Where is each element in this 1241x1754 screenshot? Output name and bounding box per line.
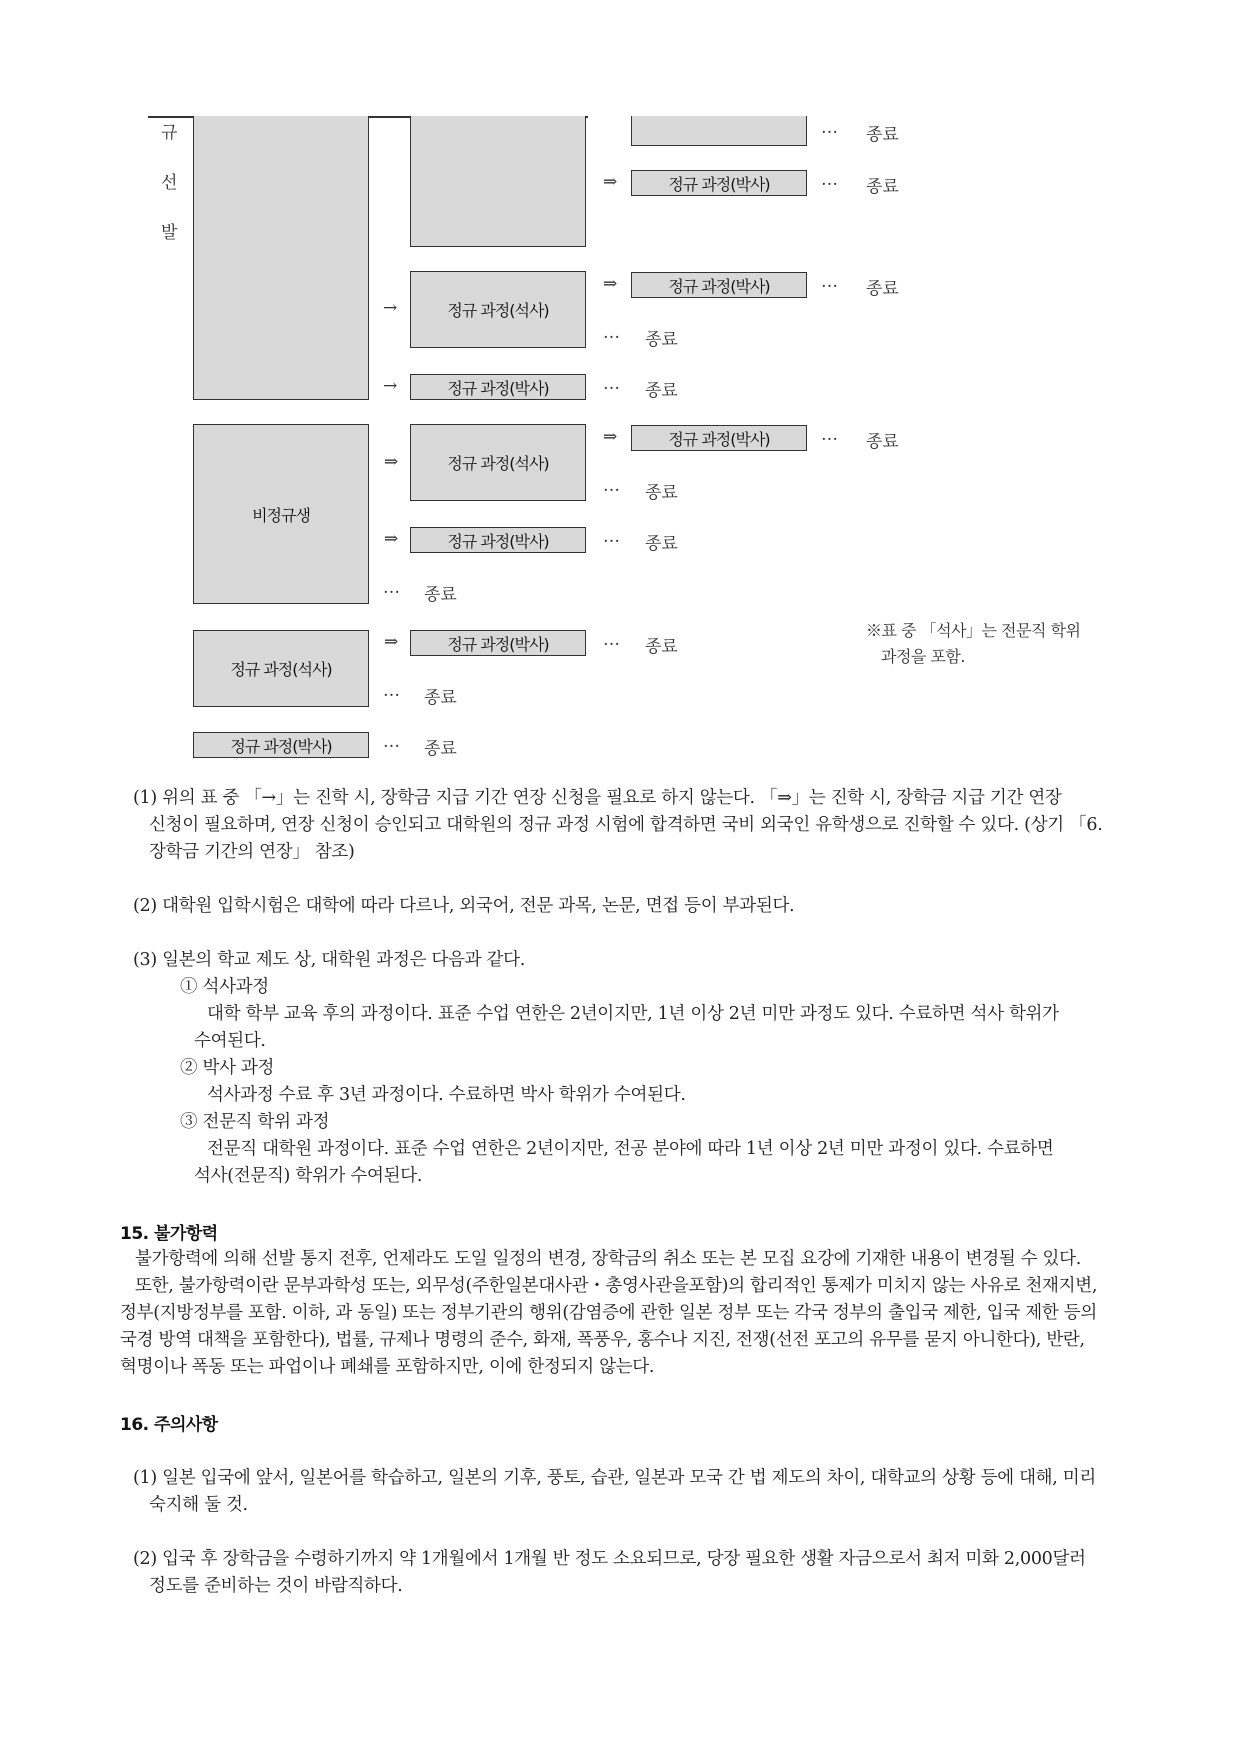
- note-1: (1) 위의 표 중 「→」는 진학 시, 장학금 지급 기간 연장 신청을 필요로 하지 않는다. 「⇒」는 진학 시, 장학금 지급 기간 연장: [133, 788, 1062, 808]
- ellipsis: …: [383, 578, 400, 598]
- double-arrow: ⇒: [603, 172, 618, 192]
- note-3-item-title: ③ 전문직 학위 과정: [180, 1112, 330, 1132]
- double-arrow: ⇒: [384, 529, 399, 549]
- note-2: (2) 대학원 입학시험은 대학에 따라 다르나, 외국어, 전문 과목, 논문, 면접 등이 부과된다.: [133, 896, 795, 916]
- end-label: 종료: [424, 739, 457, 759]
- end-label: 종료: [645, 381, 678, 401]
- plain-arrow: →: [383, 298, 398, 318]
- section-15-text: 국경 방역 대책을 포함한다), 법률, 규제나 명령의 준수, 화재, 폭풍우, 홍수나 지진, 전쟁(선전 포고의 유무를 묻지 아니한다), 반란,: [120, 1330, 1085, 1350]
- note-3-item-text: 석사(전문직) 학위가 수여된다.: [194, 1166, 423, 1186]
- end-label: 종료: [424, 585, 457, 605]
- ellipsis: …: [603, 630, 620, 650]
- level2-top-box: [410, 116, 586, 247]
- note-1: 장학금 기간의 연장」 참조): [149, 842, 355, 862]
- regular-master-box: 정규 과정(석사): [193, 630, 369, 707]
- double-arrow: ⇒: [603, 427, 618, 447]
- note-3-item-text: 석사과정 수료 후 3년 과정이다. 수료하면 박사 학위가 수여된다.: [207, 1085, 686, 1105]
- regular-master-box: 정규 과정(석사): [410, 424, 586, 501]
- ellipsis: …: [821, 170, 838, 190]
- section-15-text: 불가항력에 의해 선발 통지 전후, 언제라도 도일 일정의 변경, 장학금의 취소 또는 본 모집 요강에 기재한 내용이 변경될 수 있다.: [135, 1249, 1082, 1269]
- regular-doctor-box: 정규 과정(박사): [410, 630, 586, 656]
- side-label-char: 규: [161, 123, 178, 143]
- diagram-note: 과정을 포함.: [881, 647, 965, 666]
- end-label: 종료: [866, 432, 899, 452]
- regular-selection-box: [193, 116, 369, 400]
- section-16-item: 숙지해 둘 것.: [149, 1495, 248, 1515]
- side-label-char: 발: [161, 223, 178, 243]
- ellipsis: …: [821, 118, 838, 138]
- ellipsis: …: [383, 732, 400, 752]
- section-heading: 16. 주의사항: [120, 1415, 218, 1435]
- ellipsis: …: [821, 425, 838, 445]
- double-arrow: ⇒: [384, 452, 399, 472]
- note-1: 신청이 필요하며, 연장 신청이 승인되고 대학원의 정규 과정 시험에 합격하면 국비 외국인 유학생으로 진학할 수 있다. (상기 「6.: [149, 815, 1103, 835]
- ellipsis: …: [603, 527, 620, 547]
- regular-master-box: 정규 과정(석사): [410, 271, 586, 348]
- section-16-item: 정도를 준비하는 것이 바람직하다.: [149, 1576, 403, 1596]
- end-label: 종료: [645, 534, 678, 554]
- regular-doctor-box: 정규 과정(박사): [193, 732, 369, 758]
- note-3-item-title: ① 석사과정: [180, 977, 269, 997]
- note-3-item-text: 수여된다.: [194, 1031, 266, 1051]
- section-15-text: 또한, 불가항력이란 문부과학성 또는, 외무성(주한일본대사관・총영사관을포함)의 합리적인 통제가 미치지 않는 사유로 천재지변,: [135, 1276, 1098, 1296]
- note-3: (3) 일본의 학교 제도 상, 대학원 과정은 다음과 같다.: [133, 950, 526, 970]
- end-label: 종료: [866, 177, 899, 197]
- section-16-item: (2) 입국 후 장학금을 수령하기까지 약 1개월에서 1개월 반 정도 소요되므로, 당장 필요한 생활 자금으로서 최저 미화 2,000달러: [133, 1549, 1086, 1569]
- end-label: 종료: [645, 637, 678, 657]
- note-3-item-title: ② 박사 과정: [180, 1058, 275, 1078]
- diagram-note: ※표 중 「석사」는 전문직 학위: [866, 621, 1081, 640]
- section-heading: 15. 불가항력: [120, 1224, 218, 1244]
- regular-doctor-box: 정규 과정(박사): [410, 527, 586, 553]
- double-arrow: ⇒: [603, 274, 618, 294]
- end-label: 종료: [645, 483, 678, 503]
- section-15-text: 정부(지방정부를 포함. 이하, 과 동일) 또는 정부기관의 행위(감염증에 관한 일본 정부 또는 각국 정부의 출입국 제한, 입국 제한 등의: [120, 1303, 1097, 1323]
- section-15-text: 혁명이나 폭동 또는 파업이나 폐쇄를 포함하지만, 이에 한정되지 않는다.: [120, 1357, 655, 1377]
- side-label-char: 선: [161, 173, 178, 193]
- regular-doctor-box: 정규 과정(박사): [631, 170, 807, 196]
- level3-top-box: [631, 116, 807, 146]
- end-label: 종료: [866, 279, 899, 299]
- section-16-item: (1) 일본 입국에 앞서, 일본어를 학습하고, 일본의 기후, 풍토, 습관, 일본과 모국 간 법 제도의 차이, 대학교의 상황 등에 대해, 미리: [133, 1468, 1097, 1488]
- plain-arrow: →: [383, 376, 398, 396]
- end-label: 종료: [645, 330, 678, 350]
- double-arrow: ⇒: [384, 632, 399, 652]
- ellipsis: …: [603, 323, 620, 343]
- ellipsis: …: [383, 681, 400, 701]
- ellipsis: …: [821, 272, 838, 292]
- non-regular-box: 비정규생: [193, 424, 369, 604]
- note-3-item-text: 전문직 대학원 과정이다. 표준 수업 연한은 2년이지만, 전공 분야에 따라 1년 이상 2년 미만 과정이 있다. 수료하면: [207, 1139, 1054, 1159]
- regular-doctor-box: 정규 과정(박사): [631, 425, 807, 451]
- regular-doctor-box: 정규 과정(박사): [631, 272, 807, 298]
- end-label: 종료: [424, 688, 457, 708]
- note-3-item-text: 대학 학부 교육 후의 과정이다. 표준 수업 연한은 2년이지만, 1년 이상 2년 미만 과정도 있다. 수료하면 석사 학위가: [207, 1004, 1059, 1024]
- regular-doctor-box: 정규 과정(박사): [410, 374, 586, 400]
- end-label: 종료: [866, 125, 899, 145]
- ellipsis: …: [603, 476, 620, 496]
- ellipsis: …: [603, 374, 620, 394]
